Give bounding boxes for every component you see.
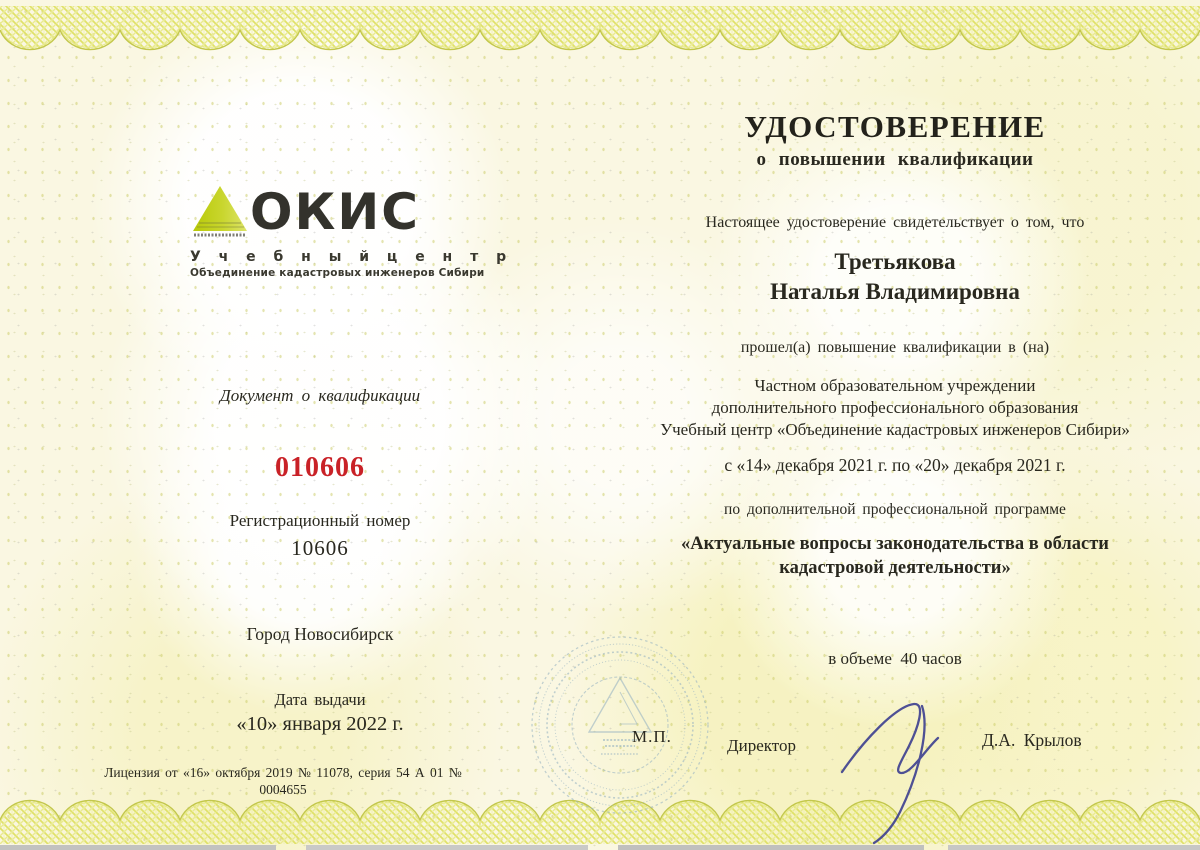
volume-hours: в объеме 40 часов [828, 649, 962, 668]
director-label: Директор [727, 736, 796, 755]
blank-number: 010606 [275, 452, 365, 483]
organization-line3: Учебный центр «Объединение кадастровых инженеров Сибири» [660, 420, 1130, 439]
training-period: с «14» декабря 2021 г. по «20» декабря 2021 г. [724, 455, 1066, 475]
okis-triangle-icon [192, 185, 248, 243]
round-seal-stamp-icon [525, 632, 715, 822]
organization-line1: Частном образовательном учреждении [754, 376, 1036, 395]
program-name-line2: кадастровой деятельности» [779, 558, 1011, 578]
okis-acronym: ОКИС [250, 183, 420, 241]
okis-subtitle-line2: Объединение кадастровых инженеров Сибири [190, 267, 485, 279]
lace-border-top [0, 0, 1200, 60]
scan-edge-artifact [0, 845, 1200, 850]
stamp-place-abbr: М.П. [632, 727, 672, 746]
registration-number-label: Регистрационный номер [229, 511, 411, 530]
program-name-line1: «Актуальные вопросы законодательства в области [681, 534, 1109, 554]
recipient-name-patronymic: Наталья Владимировна [770, 279, 1020, 304]
director-name: Д.А. Крылов [982, 730, 1082, 750]
okis-logo [190, 183, 513, 279]
issue-date-label: Дата выдачи [274, 690, 366, 709]
certificate-subtitle: о повышении квалификации [756, 149, 1034, 170]
city-label: Город Новосибирск [246, 624, 394, 644]
director-signature-icon [830, 680, 990, 845]
statement-line: Настоящее удостоверение свидетельствует о том, что [705, 214, 1085, 231]
program-intro-line: по дополнительной профессиональной программе [724, 501, 1066, 518]
completed-line: прошел(а) повышение квалификации в (на) [740, 339, 1050, 356]
certificate-title: УДОСТОВЕРЕНИЕ [744, 109, 1046, 144]
registration-number-value: 10606 [291, 536, 349, 560]
organization-line2: дополнительного профессионального образования [711, 398, 1079, 417]
recipient-surname: Третьякова [834, 249, 956, 274]
issue-date-value: «10» января 2022 г. [236, 713, 404, 735]
okis-subtitle-line1: У ч е б н ы й ц е н т р [190, 249, 513, 265]
document-type-label: Документ о квалификации [219, 386, 421, 405]
license-line: Лицензия от «16» октября 2019 № 11078, серия 54 А 01 № 0004655 [104, 765, 462, 797]
